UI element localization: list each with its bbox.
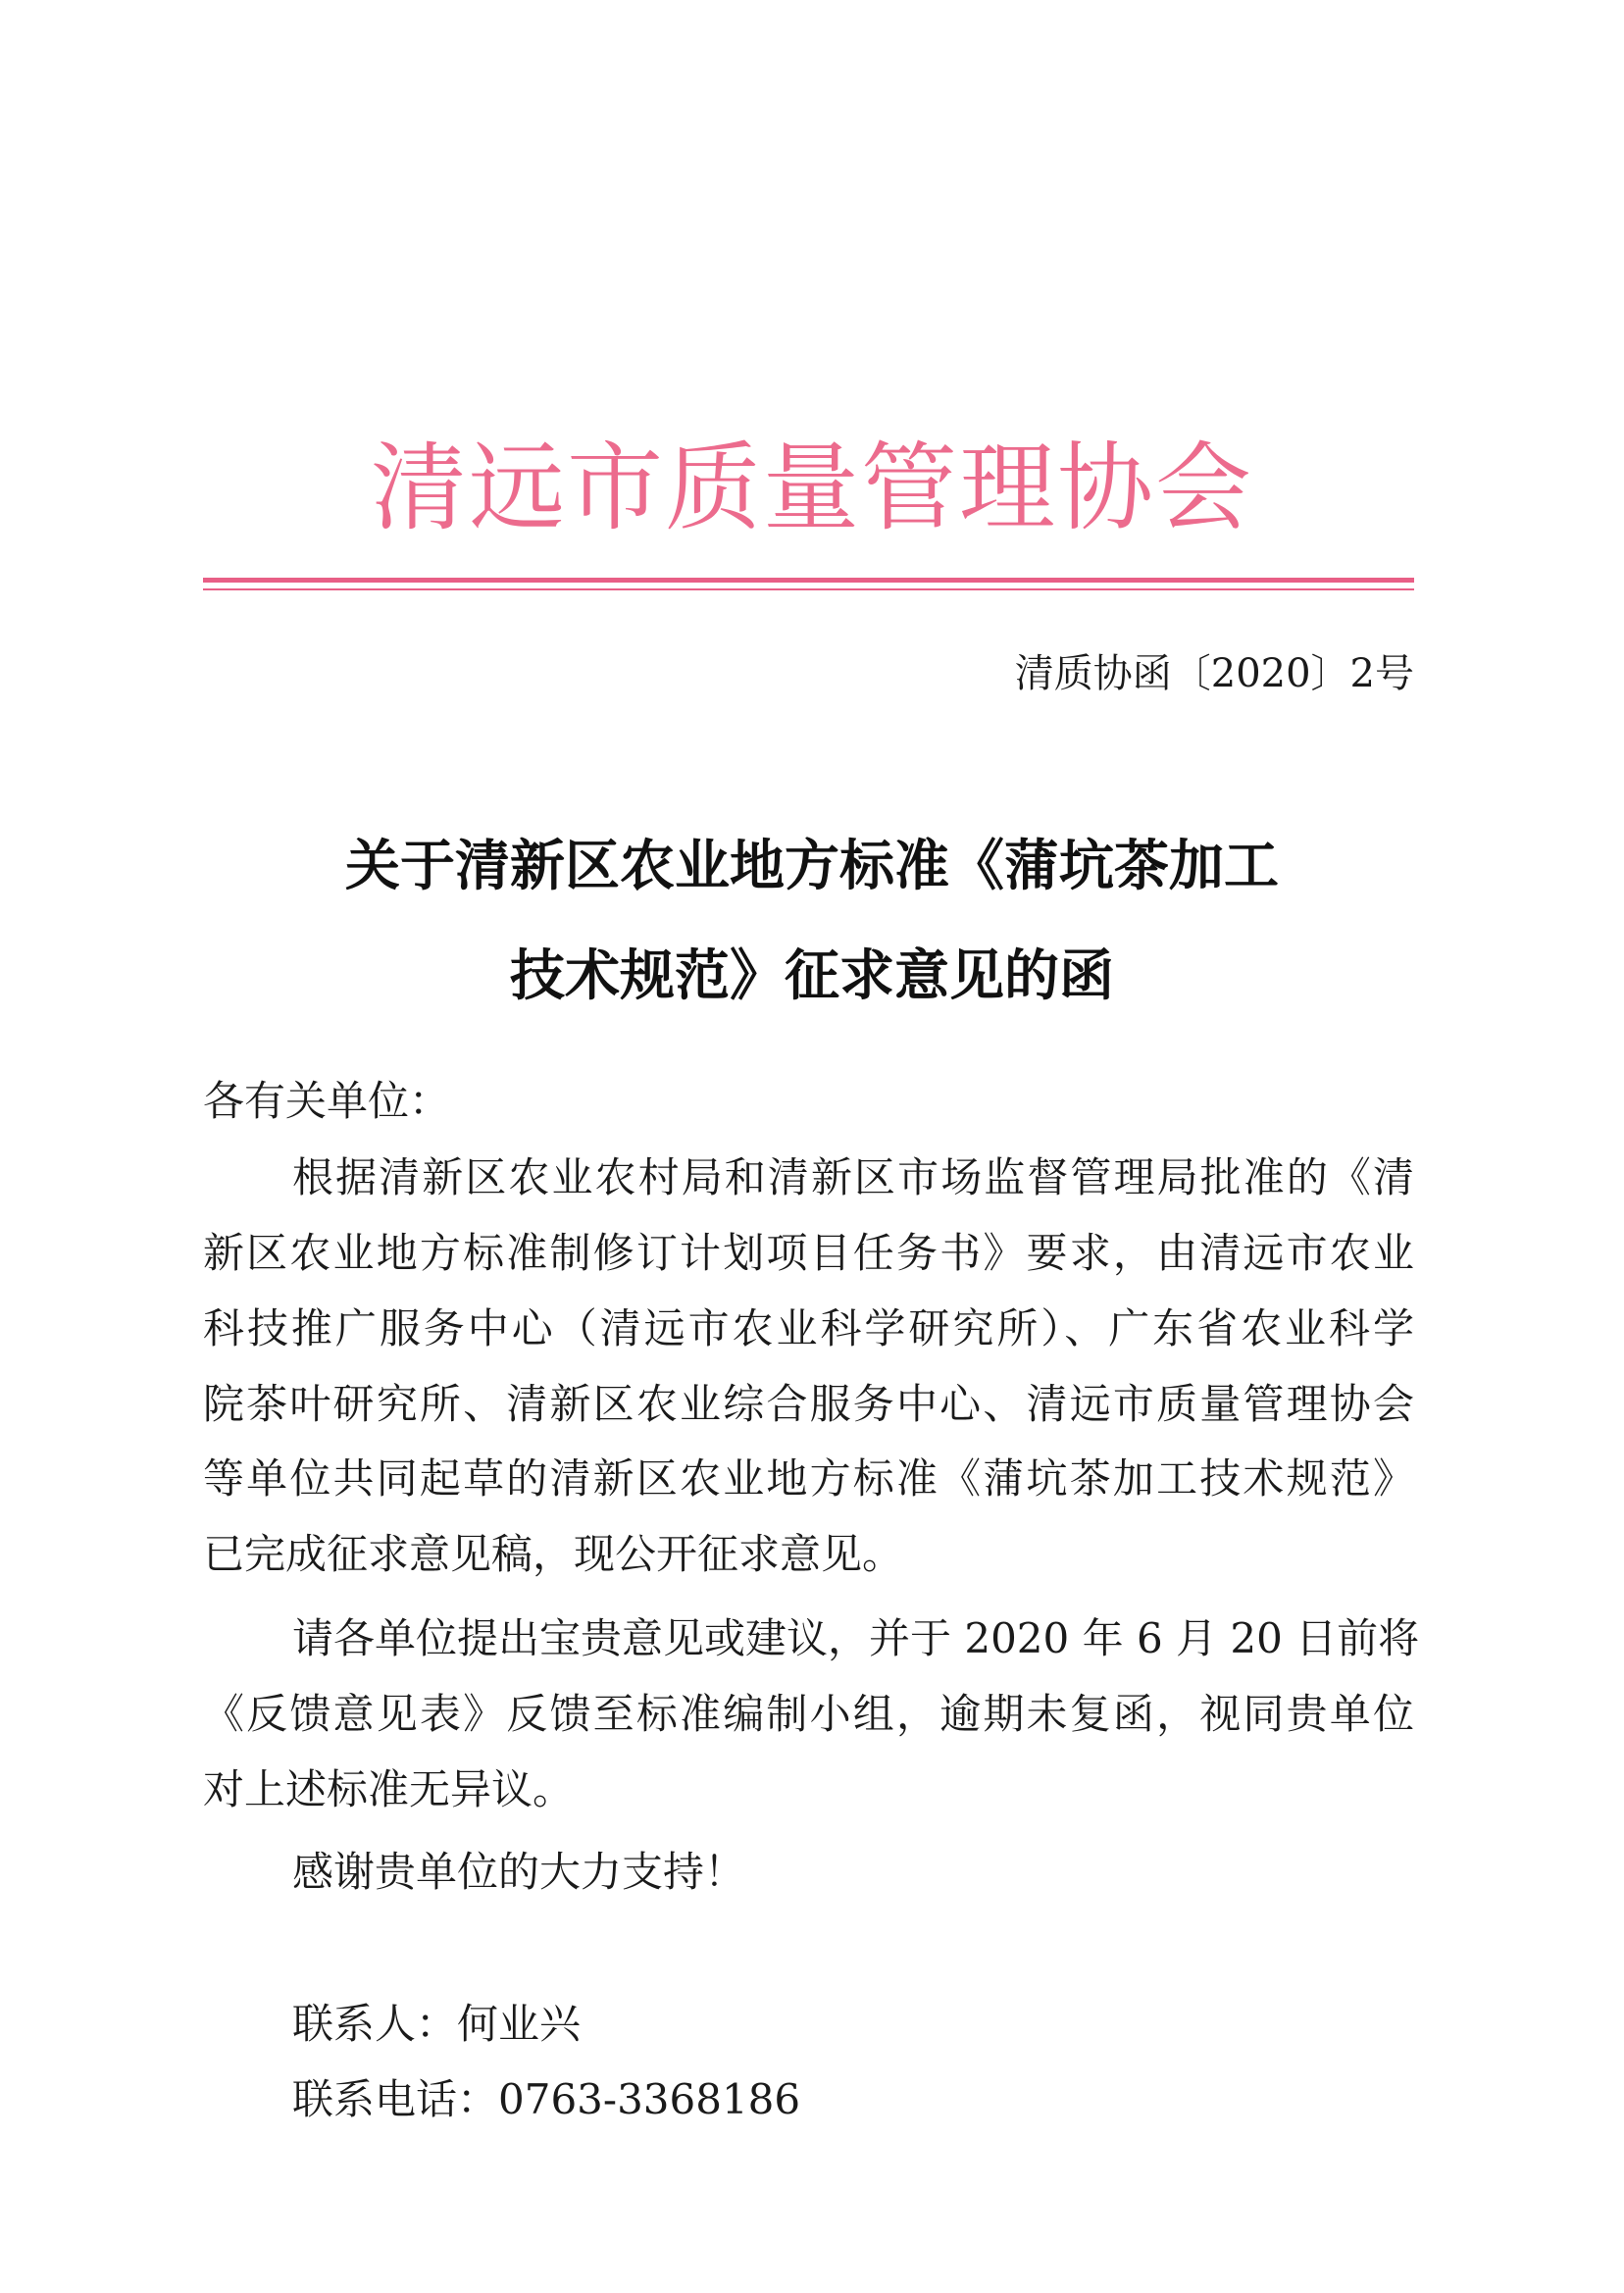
- paragraph-1-line-5: 等单位共同起草的清新区农业地方标准《蒲坑茶加工技术规范》: [203, 1454, 1414, 1503]
- paragraph-3-line-1: 感谢贵单位的大力支持！: [292, 1848, 746, 1896]
- salutation: 各有关单位：: [203, 1077, 451, 1125]
- paragraph-1-line-1: 根据清新区农业农村局和清新区市场监督管理局批准的《清: [292, 1153, 1414, 1201]
- document-title-line-2: 技术规范》征求意见的函: [510, 943, 1114, 1008]
- document-title-line-1: 关于清新区农业地方标准《蒲坑茶加工: [345, 834, 1279, 898]
- letterhead-rule-thick: [203, 578, 1414, 583]
- document-number: 清质协函〔2020〕2号: [1014, 651, 1414, 696]
- paragraph-1-line-2: 新区农业地方标准制修订计划项目任务书》要求，由清远市农业: [203, 1229, 1414, 1277]
- letterhead-rule-thin: [203, 588, 1414, 590]
- paragraph-1-line-3: 科技推广服务中心（清远市农业科学研究所）、广东省农业科学: [203, 1304, 1414, 1352]
- paragraph-2-line-2: 《反馈意见表》反馈至标准编制小组，逾期未复函，视同贵单位: [203, 1690, 1414, 1738]
- paragraph-1-line-4: 院茶叶研究所、清新区农业综合服务中心、清远市质量管理协会: [203, 1380, 1414, 1428]
- letterhead-org-name: 清远市质量管理协会: [370, 433, 1253, 544]
- paragraph-2-line-1: 请各单位提出宝贵意见或建议，并于 2020 年 6 月 20 日前将: [292, 1614, 1420, 1662]
- contact-phone: 联系电话：0763-3368186: [292, 2075, 801, 2123]
- paragraph-2-line-3: 对上述标准无异议。: [203, 1765, 575, 1813]
- paragraph-1-line-6: 已完成征求意见稿，现公开征求意见。: [203, 1530, 904, 1578]
- contact-person: 联系人：何业兴: [292, 2000, 582, 2048]
